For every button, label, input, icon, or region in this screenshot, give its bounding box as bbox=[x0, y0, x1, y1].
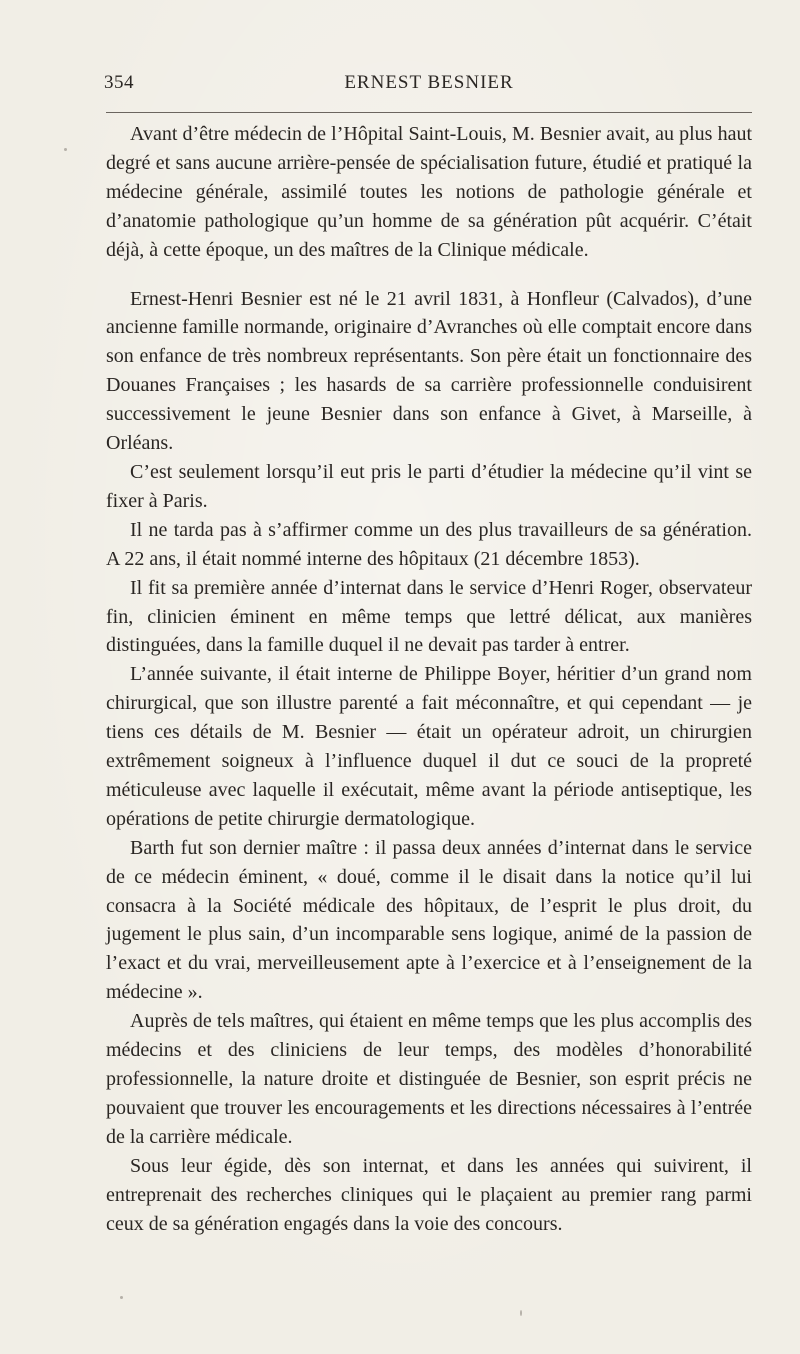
paragraph: Sous leur égide, dès son internat, et dans les années qui suivirent, il entreprenait des recherches cliniques qui le plaçaient au premier rang parmi ceux de sa génération engagés dans la voie des concours. bbox=[106, 1154, 752, 1235]
body-text bbox=[106, 120, 752, 1238]
paragraph: Il fit sa première année d’internat dans le service d’Henri Roger, observateur fin, clinicien éminent en même temps que lettré délicat, aux manières distinguées, dans la famille duquel il ne devait pas tarder à entrer. bbox=[106, 576, 752, 657]
paper-speck bbox=[520, 1310, 522, 1316]
running-head: ERNEST BESNIER bbox=[344, 72, 514, 93]
paragraph: Ernest-Henri Besnier est né le 21 avril 1831, à Honfleur (Calvados), d’une ancienne famille normande, originaire d’Avranches où elle comptait encore dans son enfance de très nombreux représentants. Son père était un fonctionnaire des Douanes Françaises ; les hasards de sa carrière professionnelle conduisirent successivement le jeune Besnier dans son enfance à Givet, à Marseille, à Orléans. bbox=[106, 287, 752, 455]
paragraph: Barth fut son dernier maître : il passa deux années d’internat dans le service de ce médecin éminent, « doué, comme il le disait dans la notice qu’il lui consacra à la Société médicale des hôpitaux, de l’esprit le plus droit, du jugement le plus sain, d’un incomparable sens logique, animé de la passion de l’exact et du vrai, merveilleusement apte à l’exercice et à l’enseignement de la médecine ». bbox=[106, 836, 752, 1004]
paragraph: L’année suivante, il était interne de Philippe Boyer, héritier d’un grand nom chirurgical, que son illustre parenté a fait méconnaître, et qui cependant — je tiens ces détails de M. Besnier — était un opérateur adroit, un chirurgien extrêmement soigneux à l’influence duquel il dut ce souci de la propreté méticuleuse avec laquelle il exécutait, même avant la période antiseptique, les opérations de petite chirurgie dermatologique. bbox=[106, 663, 752, 830]
paragraph: Avant d’être médecin de l’Hôpital Saint-Louis, M. Besnier avait, au plus haut degré et sans aucune arrière-pensée de spécialisation future, étudié et pratiqué la médecine générale, assimilé toutes les notions de pathologie générale et d’anatomie pathologique qu’un homme de sa génération pût acquérir. C’était déjà, à cette époque, un des maîtres de la Clinique médicale. bbox=[106, 123, 752, 261]
page-number: 354 bbox=[104, 72, 134, 93]
paragraph: C’est seulement lorsqu’il eut pris le parti d’étudier la médecine qu’il vint se fixer à Paris. bbox=[106, 460, 752, 512]
page-header bbox=[104, 72, 754, 98]
paper-speck bbox=[64, 148, 67, 151]
paragraph: Auprès de tels maîtres, qui étaient en même temps que les plus accomplis des médecins et des cliniciens de leur temps, des modèles d’honorabilité professionnelle, la nature droite et distinguée de Besnier, son esprit précis ne pouvaient que trouver les encouragements et les directions nécessaires à l’entrée de la carrière médicale. bbox=[106, 1010, 752, 1148]
paragraph: Il ne tarda pas à s’affirmer comme un des plus travailleurs de sa génération. A 22 ans, il était nommé interne des hôpitaux (21 décembre 1853). bbox=[106, 518, 752, 570]
paper-speck bbox=[120, 1296, 123, 1299]
header-rule bbox=[106, 112, 752, 113]
